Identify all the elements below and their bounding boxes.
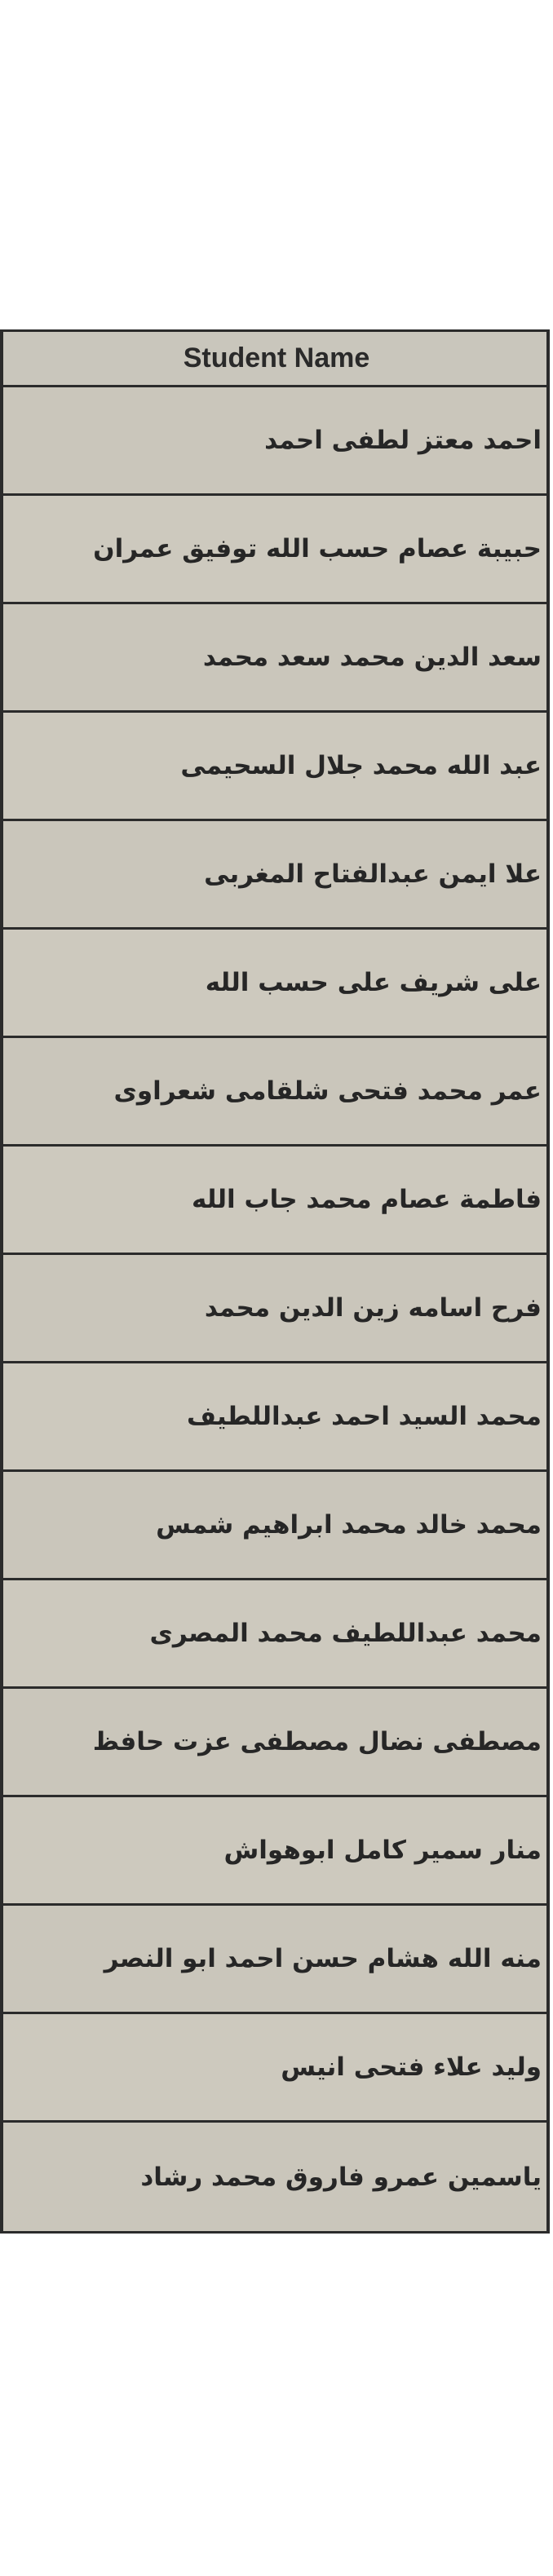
table-row <box>0 1797 550 1906</box>
table-row <box>0 496 550 604</box>
table-row <box>0 1906 550 2014</box>
student-name-table <box>0 329 550 2234</box>
table-row <box>0 1255 550 1363</box>
student-name: محمد السيد احمد عبداللطيف <box>186 1402 542 1431</box>
student-name: سعد الدين محمد سعد محمد <box>202 643 542 672</box>
student-name: عبد الله محمد جلال السحيمى <box>180 751 542 780</box>
student-name: محمد خالد محمد ابراهيم شمس <box>156 1510 542 1540</box>
student-name: ياسمين عمرو فاروق محمد رشاد <box>140 2162 542 2192</box>
student-name: مصطفى نضال مصطفى عزت حافظ <box>92 1727 542 1756</box>
column-header <box>0 332 550 387</box>
student-name: على شريف على حسب الله <box>205 968 542 997</box>
table-row <box>0 604 550 713</box>
table-row <box>0 2014 550 2123</box>
student-name: حبيبة عصام حسب الله توفيق عمران <box>93 534 542 563</box>
table-row <box>0 1472 550 1580</box>
student-name: احمد معتز لطفى احمد <box>264 426 542 455</box>
student-name: وليد علاء فتحى انيس <box>281 2052 542 2082</box>
student-name: فرح اسامه زين الدين محمد <box>204 1293 542 1323</box>
student-name: منار سمير كامل ابوهواش <box>223 1836 542 1865</box>
student-name: عمر محمد فتحى شلقامى شعراوى <box>113 1076 542 1106</box>
table-row <box>0 1689 550 1797</box>
table-row <box>0 1580 550 1689</box>
student-name: محمد عبداللطيف محمد المصرى <box>149 1619 542 1648</box>
table-row <box>0 821 550 930</box>
table-row <box>0 1147 550 1255</box>
student-name: علا ايمن عبدالفتاح المغربى <box>204 859 542 889</box>
student-name: منه الله هشام حسن احمد ابو النصر <box>104 1944 542 1973</box>
table-row <box>0 2123 550 2231</box>
table-row <box>0 1038 550 1147</box>
table-row <box>0 930 550 1038</box>
table-row <box>0 713 550 821</box>
student-name: فاطمة عصام محمد جاب الله <box>191 1185 542 1214</box>
column-header-label: Student Name <box>183 342 370 373</box>
table-row <box>0 387 550 496</box>
table-row <box>0 1363 550 1472</box>
